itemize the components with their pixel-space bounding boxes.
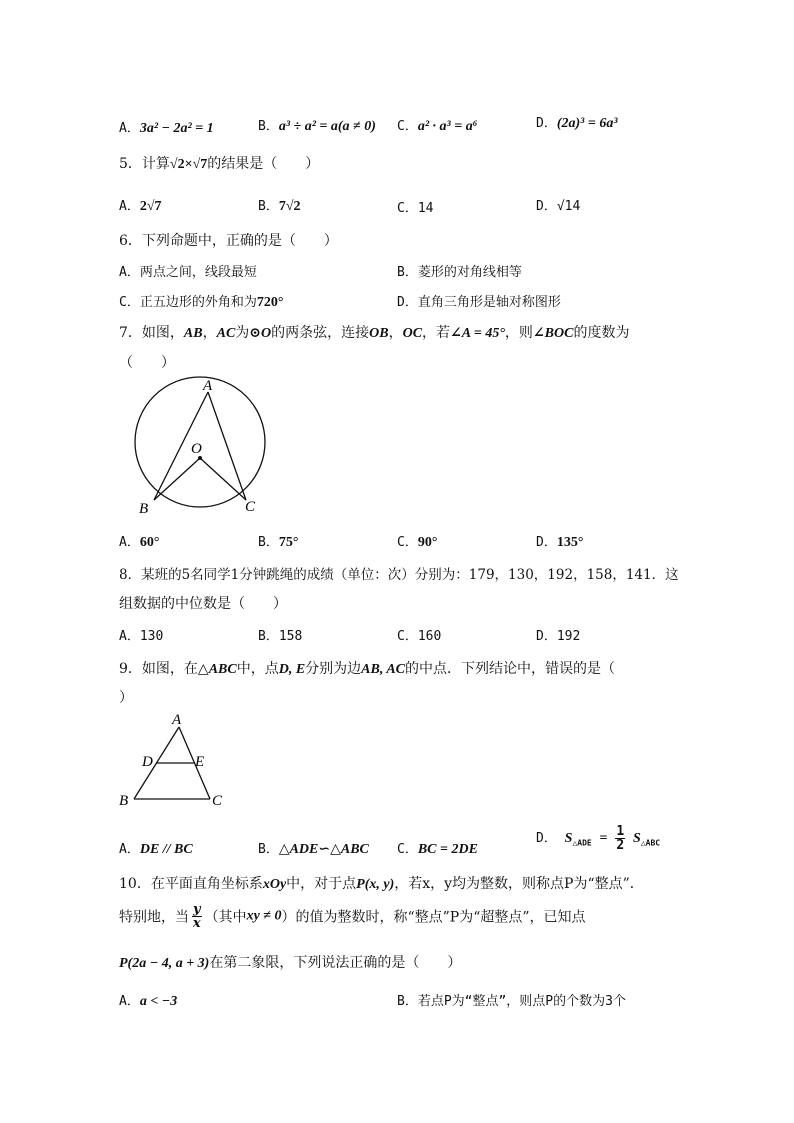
fraction-denominator: x xyxy=(192,916,201,931)
q7-angle-boc: ∠BOC xyxy=(532,326,574,341)
q9-option-c xyxy=(397,838,478,858)
q10-point-p: P(2a − 4, a + 3) xyxy=(119,956,210,971)
option-label: D． xyxy=(536,199,557,214)
q7-option-d-value: 135° xyxy=(556,535,584,550)
q9-text: 的中点．下列结论中，错误的是（ xyxy=(405,661,615,677)
option-label: D． xyxy=(536,535,557,550)
option-label: B． xyxy=(258,535,279,550)
q10-text: ）的值为整数时，称“整点”P为“超整点”，已知点 xyxy=(281,909,586,926)
q7-segment-ob: OB xyxy=(369,326,389,341)
fraction-one-half xyxy=(615,825,625,852)
q9-option-a xyxy=(119,838,193,858)
q9-text: 分别为边 xyxy=(305,661,362,677)
q9-sides: AB, AC xyxy=(361,662,405,677)
q7-option-c-value: 90° xyxy=(417,535,438,550)
q6-option-a: A．两点之间，线段最短 xyxy=(119,265,257,280)
q6-option-c xyxy=(119,291,283,311)
area-s: S xyxy=(564,831,573,846)
label-c: C xyxy=(212,793,223,809)
q7-stem xyxy=(119,322,629,342)
equals-sign: = xyxy=(599,831,608,846)
q9-option-b-expr: △ADE∽△ABC xyxy=(278,842,369,857)
q8-stem-line2: 组数据的中位数是（ ） xyxy=(119,596,287,612)
label-b: B xyxy=(119,793,129,809)
q9-stem xyxy=(119,658,615,678)
q5-option-b-expr: 7√2 xyxy=(278,199,301,214)
option-label: B． xyxy=(258,119,279,134)
option-label: C． xyxy=(397,842,418,857)
q8-option-b: B．158 xyxy=(258,629,303,644)
q10-text: 特别地，当 xyxy=(119,909,189,926)
q10-coordinate-system: xOy xyxy=(262,877,287,892)
area-subscript: △ADE xyxy=(572,838,592,848)
q10-text: 中，对于点 xyxy=(286,876,357,892)
q7-text: ， xyxy=(388,325,403,341)
label-d: D xyxy=(142,754,153,770)
label-e: E xyxy=(195,754,205,770)
segment-ob xyxy=(154,458,200,500)
q7-option-d xyxy=(536,531,583,551)
q7-stem-line2: （ ） xyxy=(119,355,175,371)
q9-stem-line2: ） xyxy=(119,690,133,706)
q7-text: 的两条弦，连接 xyxy=(271,325,370,341)
area-subscript: △ABC xyxy=(640,838,661,848)
q7-chord-ab: AB xyxy=(183,326,203,341)
q10-option-a-expr: a < −3 xyxy=(139,994,178,1009)
q7-text: 的度数为 xyxy=(573,325,630,341)
q9-text: 中，点 xyxy=(236,661,279,677)
q5-stem xyxy=(119,153,319,173)
q8-stem-line1: 8．某班的5名同学1分钟跳绳的成绩（单位：次）分别为：179，130，192，158，141．这 xyxy=(119,567,679,583)
q9-option-b xyxy=(258,838,369,858)
option-label: B． xyxy=(258,199,279,214)
option-label: C． xyxy=(397,201,418,216)
option-label: A． xyxy=(119,535,140,550)
q5-option-c xyxy=(397,197,433,216)
q5-option-d xyxy=(536,195,580,214)
q9-triangle-figure xyxy=(116,708,236,812)
option-label: B． xyxy=(258,842,279,857)
q8-option-a: A．130 xyxy=(119,629,164,644)
q7-option-b xyxy=(258,531,298,551)
label-c: C xyxy=(245,499,256,515)
q6-option-c-value: 720° xyxy=(256,295,284,310)
q4-option-b-expr: a³ ÷ a² = a(a ≠ 0) xyxy=(278,119,376,134)
q9-option-d xyxy=(536,825,660,852)
q10-option-a xyxy=(119,990,177,1010)
label-a: A xyxy=(203,378,213,394)
q7-chord-ac: AC xyxy=(216,326,236,341)
q5-option-b xyxy=(258,195,301,215)
q6-option-d: D．直角三角形是轴对称图形 xyxy=(397,295,561,310)
q6-stem: 6．下列命题中，正确的是（ ） xyxy=(119,233,338,249)
area-s: S xyxy=(633,831,641,846)
option-label: D． xyxy=(536,831,557,846)
label-a: A xyxy=(172,712,182,728)
q5-text: 的结果是（ ） xyxy=(207,156,320,172)
q7-circle: ⊙O xyxy=(249,326,272,341)
q10-stem-line1 xyxy=(119,873,644,893)
q6-option-c-text: C．正五边形的外角和为 xyxy=(119,295,257,310)
option-label: C． xyxy=(397,119,418,134)
q7-angle-a: ∠A = 45° xyxy=(450,326,505,341)
q7-text: 为 xyxy=(235,325,250,341)
q7-text: ，若 xyxy=(422,325,451,341)
q4-option-c-expr: a² · a³ = a⁶ xyxy=(417,119,478,134)
q8-option-c: C．160 xyxy=(397,629,442,644)
q4-option-d-expr: (2a)³ = 6a³ xyxy=(556,116,618,131)
q10-fraction-y-over-x xyxy=(192,903,202,930)
q4-option-a xyxy=(119,117,214,137)
q7-text: ， xyxy=(202,325,217,341)
fraction-denominator: 2 xyxy=(616,838,625,853)
q4-option-b xyxy=(258,115,376,135)
q4-option-a-expr: 3a² − 2a² = 1 xyxy=(139,121,214,136)
fraction-numerator: y xyxy=(193,902,201,917)
q10-text: ，若x，y均为整数，则称点P为“整点”． xyxy=(394,876,644,892)
q9-triangle: △ABC xyxy=(197,662,237,677)
chord-ac xyxy=(208,392,246,500)
q5-option-c-expr: 14 xyxy=(417,201,434,216)
q10-text: 10．在平面直角坐标系 xyxy=(119,876,263,892)
q6-option-b: B．菱形的对角线相等 xyxy=(397,265,522,280)
q7-option-c xyxy=(397,531,437,551)
option-label: A． xyxy=(119,842,140,857)
q8-option-d: D．192 xyxy=(536,629,581,644)
q4-option-d xyxy=(536,112,618,132)
q5-text: 5．计算 xyxy=(119,156,170,172)
q10-condition: xy ≠ 0 xyxy=(246,908,282,924)
q10-text: （其中 xyxy=(204,909,247,926)
q7-text: 7．如图， xyxy=(119,325,184,341)
q10-text: 在第二象限，下列说法正确的是（ ） xyxy=(209,955,462,971)
q10-stem-line2 xyxy=(119,903,586,930)
q7-option-a-value: 60° xyxy=(139,535,160,550)
q10-stem-line3 xyxy=(119,952,461,972)
option-label: A． xyxy=(119,199,140,214)
q7-text: ，则 xyxy=(504,325,533,341)
q5-option-a-expr: 2√7 xyxy=(139,199,162,214)
option-label: A． xyxy=(119,994,140,1009)
q9-text: 9．如图，在 xyxy=(119,661,198,677)
q9-option-c-expr: BC = 2DE xyxy=(417,842,478,857)
q10-option-b: B．若点P为“整点”，则点P的个数为3个 xyxy=(397,994,626,1009)
option-label: D． xyxy=(536,116,557,131)
q9-option-a-expr: DE // BC xyxy=(139,842,193,857)
label-o: O xyxy=(191,441,202,457)
q4-option-c xyxy=(397,115,478,135)
q7-segment-oc: OC xyxy=(402,326,423,341)
fraction-numerator: 1 xyxy=(616,824,625,839)
q10-point-pxy: P(x, y) xyxy=(356,877,395,892)
q5-option-d-expr: √14 xyxy=(556,199,581,214)
option-label: C． xyxy=(397,535,418,550)
q7-circle-figure xyxy=(125,372,280,520)
q7-option-a xyxy=(119,531,159,551)
q5-option-a xyxy=(119,195,162,215)
label-b: B xyxy=(139,501,149,517)
q5-expression: √2×√7 xyxy=(169,157,208,172)
q9-points-de: D, E xyxy=(278,662,306,677)
option-label: A． xyxy=(119,121,140,136)
q7-option-b-value: 75° xyxy=(278,535,299,550)
